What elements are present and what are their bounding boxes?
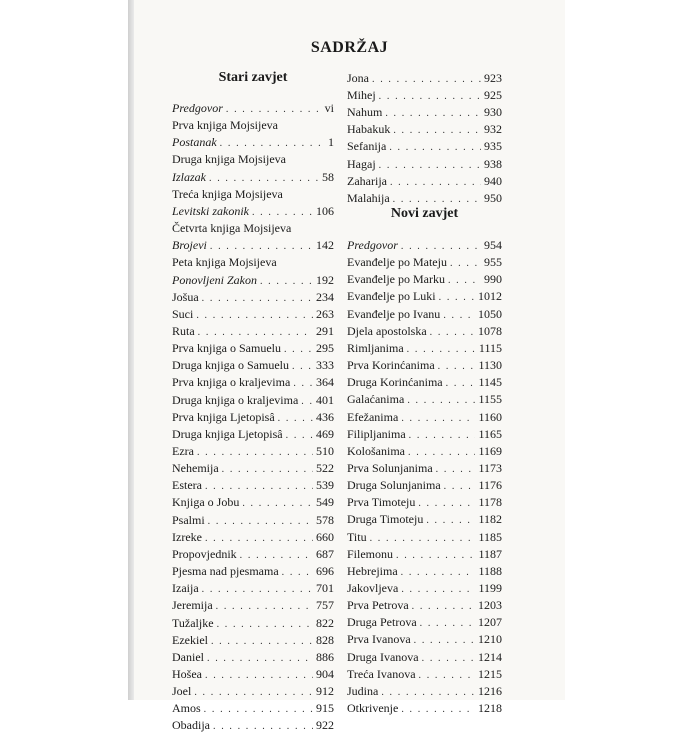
new-testament-heading: Novi zavjet xyxy=(390,206,459,221)
toc-entry-page: 401 xyxy=(316,392,334,407)
toc-entry-page: 1169 xyxy=(478,443,502,458)
toc-entry xyxy=(347,391,502,408)
dot-leader xyxy=(426,512,475,529)
toc-entry-title: Druga Petrova xyxy=(347,615,417,630)
toc-entry-title: Prva knjiga o Samuelu xyxy=(172,341,281,356)
toc-entry-page: 938 xyxy=(484,156,502,171)
toc-entry-title: Knjiga o Jobu xyxy=(172,495,240,510)
toc-entry xyxy=(172,169,334,186)
toc-entry xyxy=(172,254,334,271)
dot-leader xyxy=(414,632,475,649)
toc-entry-title: Izreke xyxy=(172,529,202,544)
dot-leader xyxy=(198,324,313,341)
dot-leader xyxy=(204,701,313,718)
toc-entry xyxy=(347,374,502,391)
toc-entry-page: 192 xyxy=(316,272,334,287)
toc-entry xyxy=(172,306,334,323)
dot-leader xyxy=(252,204,313,221)
toc-entry xyxy=(347,323,502,340)
toc-entry xyxy=(347,87,502,104)
toc-entry-title: Ruta xyxy=(172,323,195,338)
toc-entry xyxy=(172,494,334,511)
toc-entry xyxy=(172,203,334,220)
toc-entry-title: Nahum xyxy=(347,105,383,120)
toc-entry-page: 1218 xyxy=(478,701,502,716)
toc-entry-page: 1012 xyxy=(478,289,502,304)
toc-entry xyxy=(172,392,334,409)
toc-entry-page: 364 xyxy=(316,375,334,390)
toc-entry-page: 436 xyxy=(316,409,334,424)
dot-leader xyxy=(202,581,313,598)
toc-entry-title: Peta knjiga Mojsijeva xyxy=(172,255,277,270)
toc-entry-title: Ezra xyxy=(172,444,194,458)
toc-entry xyxy=(172,289,334,306)
dot-leader xyxy=(381,684,475,701)
toc-entry-page: 522 xyxy=(316,461,334,476)
dot-leader xyxy=(196,307,313,324)
toc-entry-title: Druga Solunjanima xyxy=(347,478,441,493)
toc-entry xyxy=(347,580,502,597)
toc-entry-title: Evanđelje po Luki xyxy=(347,289,436,304)
toc-entry-title: Nehemija xyxy=(172,461,219,476)
dot-leader xyxy=(438,358,476,375)
toc-entry-title: Izaija xyxy=(172,581,199,596)
toc-entry xyxy=(172,649,334,666)
toc-entry-title: Propovjednik xyxy=(172,546,237,561)
toc-entry-page: 1130 xyxy=(478,358,502,373)
dot-leader xyxy=(370,530,476,547)
toc-entry-page: 1203 xyxy=(478,598,502,613)
toc-entry-title: Postanak xyxy=(172,135,217,150)
toc-entry xyxy=(172,597,334,614)
toc-entry-page: 701 xyxy=(316,581,334,596)
toc-entry xyxy=(347,443,502,460)
dot-leader xyxy=(213,718,313,735)
dot-leader xyxy=(226,101,322,118)
toc-entry-title: Prva knjiga o kraljevima xyxy=(172,375,291,390)
toc-entry xyxy=(172,460,334,477)
toc-entry-title: Jona xyxy=(347,71,369,85)
toc-entry-page: 1160 xyxy=(478,409,502,424)
toc-entry-page: 696 xyxy=(316,564,334,579)
toc-entry-title: Jeremija xyxy=(172,598,213,613)
dot-leader xyxy=(401,581,475,598)
dot-leader xyxy=(409,427,476,444)
dot-leader xyxy=(208,513,313,530)
toc-entry-page: 295 xyxy=(316,341,334,356)
toc-entry xyxy=(347,357,502,374)
toc-entry xyxy=(347,529,502,546)
dot-leader xyxy=(393,122,481,139)
toc-entry-title: Mihej xyxy=(347,88,376,103)
toc-entry-title: Efežanima xyxy=(347,409,399,424)
dot-leader xyxy=(385,105,481,122)
toc-entry-title: Hošea xyxy=(172,666,202,681)
toc-entry-title: Psalmi xyxy=(172,512,205,527)
toc-entry xyxy=(172,409,334,426)
dot-leader xyxy=(202,290,313,307)
toc-entry-title: Hebrejima xyxy=(347,563,398,578)
toc-entry xyxy=(172,340,334,357)
toc-entry-title: Galaćanima xyxy=(347,392,405,407)
toc-entry-page: 1188 xyxy=(478,563,502,578)
toc-entry xyxy=(347,649,502,666)
toc-entry xyxy=(347,254,502,271)
toc-entry xyxy=(172,117,334,134)
toc-entry-page: 58 xyxy=(322,169,334,184)
toc-entry-page: 990 xyxy=(484,272,502,287)
dot-leader xyxy=(293,375,313,392)
old-testament-heading: Stari zavjet xyxy=(218,70,288,85)
toc-entry-page: 687 xyxy=(316,546,334,561)
dot-leader xyxy=(393,191,481,208)
toc-entry-page: 1115 xyxy=(478,340,502,355)
dot-leader xyxy=(390,174,481,191)
toc-entry-page: 828 xyxy=(316,632,334,647)
toc-entry-title: Evanđelje po Ivanu xyxy=(347,306,441,321)
toc-entry-title: Rimljanima xyxy=(347,340,404,355)
toc-entry-title: Levitski zakonik xyxy=(172,203,249,218)
dot-leader xyxy=(422,650,475,667)
dot-leader xyxy=(220,135,325,152)
toc-entry-title: Predgovor xyxy=(172,101,223,115)
toc-entry-page: 935 xyxy=(484,139,502,154)
toc-entry xyxy=(172,717,334,734)
toc-entry-title: Druga Ivanova xyxy=(347,649,419,664)
toc-entry xyxy=(347,173,502,190)
toc-entry-title: Prva Petrova xyxy=(347,598,409,613)
toc-entry-page: 1165 xyxy=(478,426,502,441)
toc-entry-title: Treća knjiga Mojsijeva xyxy=(172,186,283,201)
toc-entry-title: Filipljanima xyxy=(347,426,406,441)
toc-entry-title: Filemonu xyxy=(347,546,394,561)
toc-entry-title: Predgovor xyxy=(347,238,398,252)
dot-leader xyxy=(396,547,475,564)
toc-entry-title: Evanđelje po Marku xyxy=(347,272,445,287)
toc-entry xyxy=(172,151,334,168)
toc-entry-title: Druga knjiga o kraljevima xyxy=(172,392,299,407)
toc-entry xyxy=(347,271,502,288)
dot-leader xyxy=(418,495,475,512)
toc-entry-title: Kološanima xyxy=(347,443,405,458)
dot-leader xyxy=(222,461,313,478)
toc-entry-title: Zaharija xyxy=(347,173,387,188)
toc-entry-page: 578 xyxy=(316,512,334,527)
toc-entry-title: Joel xyxy=(172,684,192,699)
toc-entry xyxy=(347,563,502,580)
toc-entry xyxy=(347,288,502,305)
toc-entry-title: Judina xyxy=(347,683,379,698)
background-right xyxy=(565,0,700,700)
toc-entry xyxy=(172,323,334,340)
dot-leader xyxy=(419,667,475,684)
toc-entry xyxy=(347,546,502,563)
toc-entry-title: Hagaj xyxy=(347,156,376,171)
toc-entry xyxy=(172,632,334,649)
toc-entry-title: Evanđelje po Mateju xyxy=(347,255,447,270)
toc-entry-page: 886 xyxy=(316,649,334,664)
dot-leader xyxy=(379,157,481,174)
toc-entry-page: 1214 xyxy=(478,649,502,664)
toc-entry-title: Amos xyxy=(172,701,201,716)
dot-leader xyxy=(444,478,476,495)
dot-leader xyxy=(407,392,475,409)
toc-entry-page: 925 xyxy=(484,88,502,103)
toc-entry-title: Sefanija xyxy=(347,139,387,154)
toc-entry-page: 263 xyxy=(316,306,334,321)
toc-entry xyxy=(172,100,334,117)
toc-entry-page: 950 xyxy=(484,190,502,205)
toc-entry xyxy=(172,666,334,683)
toc-entry xyxy=(172,546,334,563)
toc-entry-page: 1 xyxy=(328,135,334,150)
toc-entry-page: 904 xyxy=(316,666,334,681)
toc-entry-title: Druga knjiga o Samuelu xyxy=(172,358,289,373)
dot-leader xyxy=(446,375,476,392)
toc-entry xyxy=(347,306,502,323)
toc-entry xyxy=(172,477,334,494)
toc-entry xyxy=(347,700,502,717)
toc-entry xyxy=(347,121,502,138)
toc-entry xyxy=(347,104,502,121)
toc-entry-title: Tužaljke xyxy=(172,615,214,630)
toc-entry-page: 142 xyxy=(316,238,334,253)
toc-entry xyxy=(347,666,502,683)
toc-entry xyxy=(347,190,502,207)
toc-entry-page: 822 xyxy=(316,615,334,630)
dot-leader xyxy=(401,701,475,718)
dot-leader xyxy=(448,272,481,289)
toc-entry-title: Prva Timoteju xyxy=(347,495,416,510)
dot-leader xyxy=(389,139,481,156)
dot-leader xyxy=(301,393,313,410)
toc-entry-page: 930 xyxy=(484,105,502,120)
dot-leader xyxy=(242,495,313,512)
dot-leader xyxy=(439,289,475,306)
dot-leader xyxy=(443,307,475,324)
toc-entry-title: Prva knjiga Ljetopisâ xyxy=(172,409,275,424)
toc-entry-page: 1050 xyxy=(478,306,502,321)
toc-entry-title: Suci xyxy=(172,306,194,321)
dot-leader xyxy=(379,88,481,105)
toc-entry xyxy=(172,272,334,289)
toc-entry-page: 106 xyxy=(316,203,334,218)
dot-leader xyxy=(197,444,313,461)
toc-entry-page: 954 xyxy=(484,238,502,252)
toc-entry-title: Druga Korinćanima xyxy=(347,375,443,390)
toc-entry xyxy=(172,426,334,443)
toc-entry xyxy=(172,443,334,460)
toc-entry xyxy=(347,460,502,477)
toc-entry xyxy=(347,409,502,426)
toc-entry-page: 757 xyxy=(316,598,334,613)
page-title: SADRŽAJ xyxy=(310,39,389,56)
toc-entry-page: 1176 xyxy=(478,478,502,493)
toc-entry xyxy=(347,70,502,87)
toc-entry xyxy=(347,511,502,528)
dot-leader xyxy=(401,410,475,427)
dot-leader xyxy=(260,273,313,290)
toc-entry-page: 539 xyxy=(316,478,334,493)
toc-entry-page: 234 xyxy=(316,289,334,304)
dot-leader xyxy=(401,238,481,255)
toc-entry-page: 1216 xyxy=(478,683,502,698)
toc-entry xyxy=(347,683,502,700)
toc-entry-title: Četvrta knjiga Mojsijeva xyxy=(172,221,292,236)
toc-entry-page: 333 xyxy=(316,358,334,373)
dot-leader xyxy=(278,410,313,427)
toc-entry-title: Izlazak xyxy=(172,169,206,184)
dot-leader xyxy=(450,255,481,272)
toc-entry xyxy=(172,512,334,529)
dot-leader xyxy=(292,358,313,375)
dot-leader xyxy=(286,427,313,444)
toc-entry xyxy=(172,563,334,580)
toc-entry xyxy=(172,700,334,717)
toc-entry-page: 660 xyxy=(316,529,334,544)
toc-entry xyxy=(172,134,334,151)
toc-entry-page: 955 xyxy=(484,255,502,270)
toc-entry-page: 1182 xyxy=(478,512,502,527)
toc-entry-title: Prva Korinćanima xyxy=(347,358,435,373)
toc-entry-title: Treća Ivanova xyxy=(347,666,416,681)
dot-leader xyxy=(282,564,313,581)
toc-entry xyxy=(347,138,502,155)
toc-entry-title: Obadija xyxy=(172,718,210,733)
toc-entry-title: Estera xyxy=(172,478,202,493)
toc-entry-title: Jošua xyxy=(172,289,199,304)
toc-entry-page: 510 xyxy=(316,444,334,458)
toc-entry-page: 1199 xyxy=(478,581,502,595)
toc-entry-title: Brojevi xyxy=(172,238,207,253)
toc-entry-title: Ponovljeni Zakon xyxy=(172,272,257,287)
toc-entry xyxy=(347,597,502,614)
dot-leader xyxy=(211,633,313,650)
toc-entry-page: 932 xyxy=(484,122,502,137)
toc-entry-page: 912 xyxy=(316,684,334,699)
toc-entry xyxy=(347,477,502,494)
toc-entry xyxy=(347,614,502,631)
toc-entry-title: Ezekiel xyxy=(172,632,208,647)
toc-entry xyxy=(172,220,334,237)
toc-entry-page: 1215 xyxy=(478,666,502,681)
toc-entry-title: Druga knjiga Mojsijeva xyxy=(172,152,286,167)
toc-entry-title: Titu xyxy=(347,529,367,544)
toc-entry xyxy=(347,426,502,443)
background-left xyxy=(0,0,128,700)
toc-entry-title: Druga knjiga Ljetopisâ xyxy=(172,426,283,441)
dot-leader xyxy=(205,667,313,684)
dot-leader xyxy=(240,547,313,564)
dot-leader xyxy=(207,650,313,667)
toc-entry-page: 1178 xyxy=(478,495,502,510)
toc-entry xyxy=(172,374,334,391)
toc-entry-title: Otkrivenje xyxy=(347,701,399,716)
toc-entry xyxy=(347,156,502,173)
toc-entry xyxy=(347,340,502,357)
toc-entry-title: Habakuk xyxy=(347,122,391,137)
toc-entry-title: Prva Ivanova xyxy=(347,632,411,647)
dot-leader xyxy=(210,238,313,255)
toc-entry-title: Djela apostolska xyxy=(347,323,427,338)
dot-leader xyxy=(194,684,313,701)
toc-entry-page: 915 xyxy=(316,701,334,716)
toc-entry xyxy=(172,580,334,597)
toc-entry-page: 1187 xyxy=(478,546,502,561)
dot-leader xyxy=(436,461,476,478)
dot-leader xyxy=(430,324,475,341)
toc-entry xyxy=(172,615,334,632)
dot-leader xyxy=(401,564,476,581)
toc-entry-title: Jakovljeva xyxy=(347,581,399,595)
toc-entry-page: 1155 xyxy=(478,392,502,407)
toc-entry-title: Pjesma nad pjesmama xyxy=(172,564,279,579)
toc-entry xyxy=(172,683,334,700)
dot-leader xyxy=(408,444,475,461)
dot-leader xyxy=(205,530,313,547)
toc-entry-page: 291 xyxy=(316,323,334,338)
dot-leader xyxy=(205,478,313,495)
toc-entry-page: 1145 xyxy=(478,375,502,390)
dot-leader xyxy=(209,170,319,187)
dot-leader xyxy=(216,598,313,615)
toc-entry-title: Daniel xyxy=(172,649,204,664)
toc-entry-title: Malahija xyxy=(347,190,390,205)
toc-entry-page: 469 xyxy=(316,426,334,441)
toc-entry xyxy=(347,237,502,254)
toc-entry xyxy=(172,357,334,374)
toc-entry-page: 1207 xyxy=(478,615,502,630)
toc-entry-page: 1185 xyxy=(478,529,502,544)
toc-entry xyxy=(172,529,334,546)
toc-entry xyxy=(172,237,334,254)
toc-entry-page: 940 xyxy=(484,173,502,188)
toc-entry-page: 549 xyxy=(316,495,334,510)
dot-leader xyxy=(407,341,476,358)
toc-entry xyxy=(347,631,502,648)
toc-entry-title: Prva knjiga Mojsijeva xyxy=(172,118,278,133)
toc-entry-page: 923 xyxy=(484,71,502,85)
toc-entry-page: 1078 xyxy=(478,323,502,338)
dot-leader xyxy=(217,616,313,633)
toc-entry-title: Prva Solunjanima xyxy=(347,460,433,475)
dot-leader xyxy=(284,341,313,358)
dot-leader xyxy=(372,71,481,88)
toc-entry-page: 1210 xyxy=(478,632,502,647)
dot-leader xyxy=(412,598,475,615)
dot-leader xyxy=(420,615,475,632)
toc-entry-title: Druga Timoteju xyxy=(347,512,424,527)
toc-entry-page: vi xyxy=(324,101,334,115)
toc-entry xyxy=(347,494,502,511)
toc-entry xyxy=(172,186,334,203)
toc-entry-page: 922 xyxy=(316,718,334,733)
toc-entry-page: 1173 xyxy=(478,460,502,475)
